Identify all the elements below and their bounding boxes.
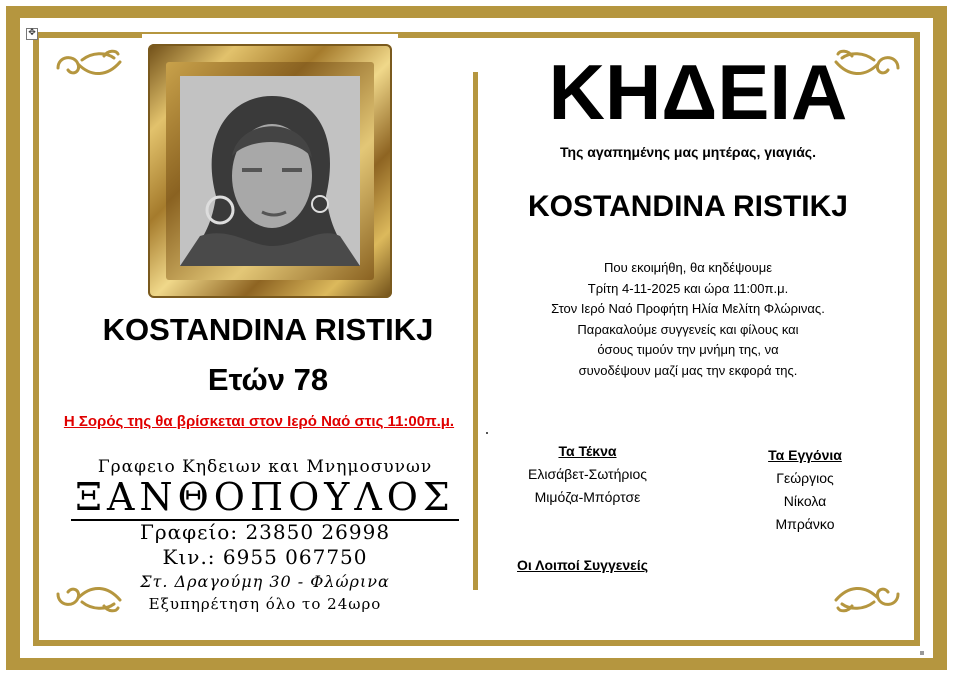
portrait-photo [180,76,360,266]
detail-line: όσους τιμούν την μνήμη της, να [597,342,779,357]
funeral-office-line: Γραφειο Κηδειων και Μνημοσυνων [97,457,433,477]
other-relatives: Οι Λοιποί Συγγενείς [517,557,648,573]
grandchildren-section [730,444,880,536]
subtitle: Της αγαπημένης μας μητέρας, γιαγιάς. [560,144,816,160]
move-anchor-icon[interactable]: ✥ [26,28,38,40]
deceased-name: KOSTANDINA RISTIKJ [102,312,434,347]
funeral-heading: ΚΗΔΕΙΑ [548,48,848,136]
children-title: Τα Τέκνα [558,443,617,459]
child-name: Ελισάβετ-Σωτήριος [528,466,647,482]
office-phone: Γραφείο: 23850 26998 [139,520,391,544]
detail-line: Παρακαλούμε συγγενείς και φίλους και [577,321,799,337]
dot-mark [486,432,488,434]
age-label: Ετών 78 [207,362,329,397]
gold-flourish-icon [52,48,124,84]
grandchildren-title: Τα Εγγόνια [768,447,842,463]
grandchild-name: Μπράνκο [775,516,835,532]
gold-flourish-icon [832,578,904,614]
service-hours: Εξυπηρέτηση όλο το 24ωρο [148,595,382,613]
grandchild-name: Νίκολα [783,493,827,509]
child-name: Μιμόζα-Μπόρτσε [534,489,641,505]
office-address: Στ. Δραγούμη 30 - Φλώρινα [140,572,390,591]
resize-handle-icon[interactable] [920,651,924,655]
mobile-phone: Κιν.: 6955 067750 [162,545,368,569]
detail-line: συνοδέψουν μαζί μας την εκφορά της. [578,362,798,378]
detail-line: Στον Ιερό Ναό Προφήτη Ηλία Μελίτη Φλώρινας. [551,301,825,316]
detail-line: Που εκοιμήθη, θα κηδέψουμε [603,260,772,275]
right-deceased-name: KOSTANDINA RISTIKJ [527,190,848,223]
company-name-text: ΞΑΝΘΟΠΟΥΛΟΣ [71,475,459,521]
viewing-notice: Η Σορός της θα βρίσκεται στον Ιερό Ναό στις 11:00π.μ. [63,413,455,430]
funeral-details [488,258,888,381]
grandchild-name: Γεώργιος [776,470,834,486]
children-section [500,440,675,509]
company-name [40,475,490,519]
detail-line: Τρίτη 4-11-2025 και ώρα 11:00π.μ. [587,280,789,296]
